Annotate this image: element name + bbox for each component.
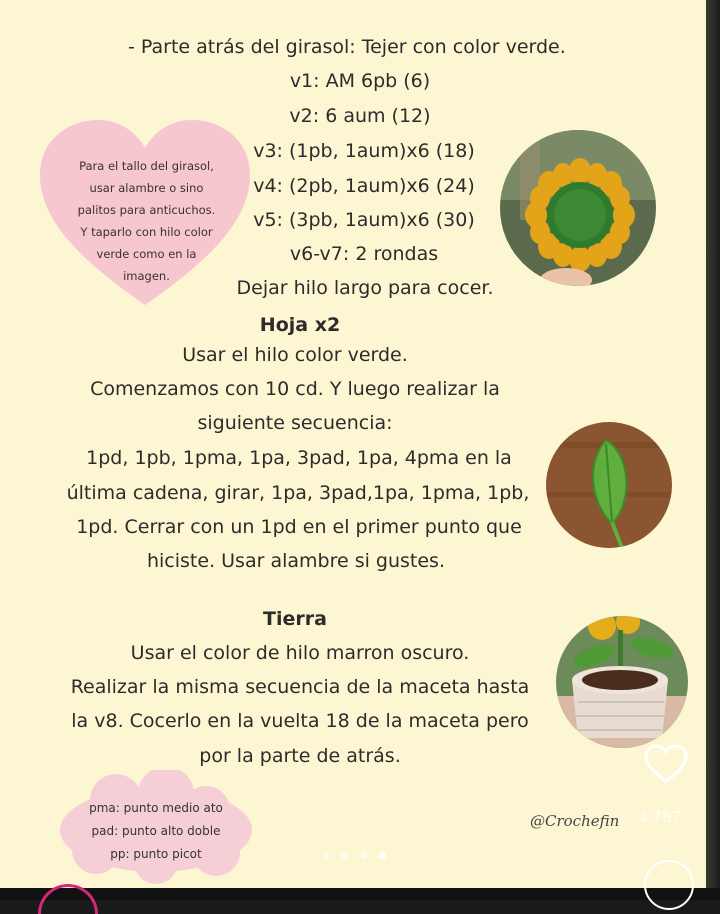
sunflower-photo [500,130,656,286]
glossary-text [56,797,256,866]
soil-line: la v8. Cocerlo en la vuelta 18 de la maceta pero [71,710,529,732]
carousel-dot-active[interactable] [379,852,386,859]
round-line: v4: (2pb, 1aum)x6 (24) [253,175,475,197]
heart-note-line: Para el tallo del girasol, [79,159,214,173]
heart-note-line: Y taparlo con hilo color [80,225,213,239]
soil-line: Realizar la misma secuencia de la maceta hasta [70,676,530,698]
heart-note-line: verde como en la [96,247,197,261]
flower-pot-photo [556,616,688,748]
soil-line: Usar el color de hilo marron oscuro. [130,642,470,664]
carousel-dot[interactable] [322,852,329,859]
comment-icon[interactable] [644,860,694,910]
carousel-dot[interactable] [341,852,348,859]
carousel-dots [322,852,398,862]
glossary-line: pp: punto picot [110,847,202,861]
round-line: v2: 6 aum (12) [289,105,431,127]
bottom-bar [0,888,720,900]
likes-count: 4 787 [638,808,681,826]
crochet-leaf-photo [546,422,672,548]
leaf-heading: Hoja x2 [259,314,341,336]
leaf-line: hiciste. Usar alambre si gustes. [146,550,446,572]
leaf-line: última cadena, girar, 1pa, 3pad,1pa, 1pma, 1pb, [66,482,530,504]
leaf-line: 1pd. Cerrar con un 1pd en el primer punto que [76,516,522,538]
soil-line: por la parte de atrás. [199,745,401,767]
heart-outline-icon[interactable] [644,744,688,784]
round-line: v6-v7: 2 rondas [289,243,439,265]
round-line: v1: AM 6pb (6) [289,70,431,92]
heart-note-line: usar alambre o sino [89,181,204,195]
carousel-dot[interactable] [360,852,367,859]
sunflower-back-title: - Parte atrás del girasol: Tejer con color verde. [128,36,566,58]
brand-watermark: @Crochefin [530,812,620,830]
glossary-line: pma: punto medio ato [89,801,223,815]
glossary-line: pad: punto alto doble [91,824,221,838]
leaf-line: Usar el hilo color verde. [182,344,408,366]
round-line: v5: (3pb, 1aum)x6 (30) [253,209,475,231]
leaf-line: 1pd, 1pb, 1pma, 1pa, 3pad, 1pa, 4pma en la [86,447,512,469]
leaf-line: siguiente secuencia: [197,412,393,434]
heart-note-line: imagen. [123,269,170,283]
screen-edge [706,0,720,900]
heart-note-line: palitos para anticuchos. [77,203,216,217]
heart-note-text [54,155,239,287]
soil-heading: Tierra [263,608,327,630]
finish-note: Dejar hilo largo para cocer. [236,277,494,299]
leaf-line: Comenzamos con 10 cd. Y luego realizar la [90,378,500,400]
round-line: v3: (1pb, 1aum)x6 (18) [253,140,475,162]
